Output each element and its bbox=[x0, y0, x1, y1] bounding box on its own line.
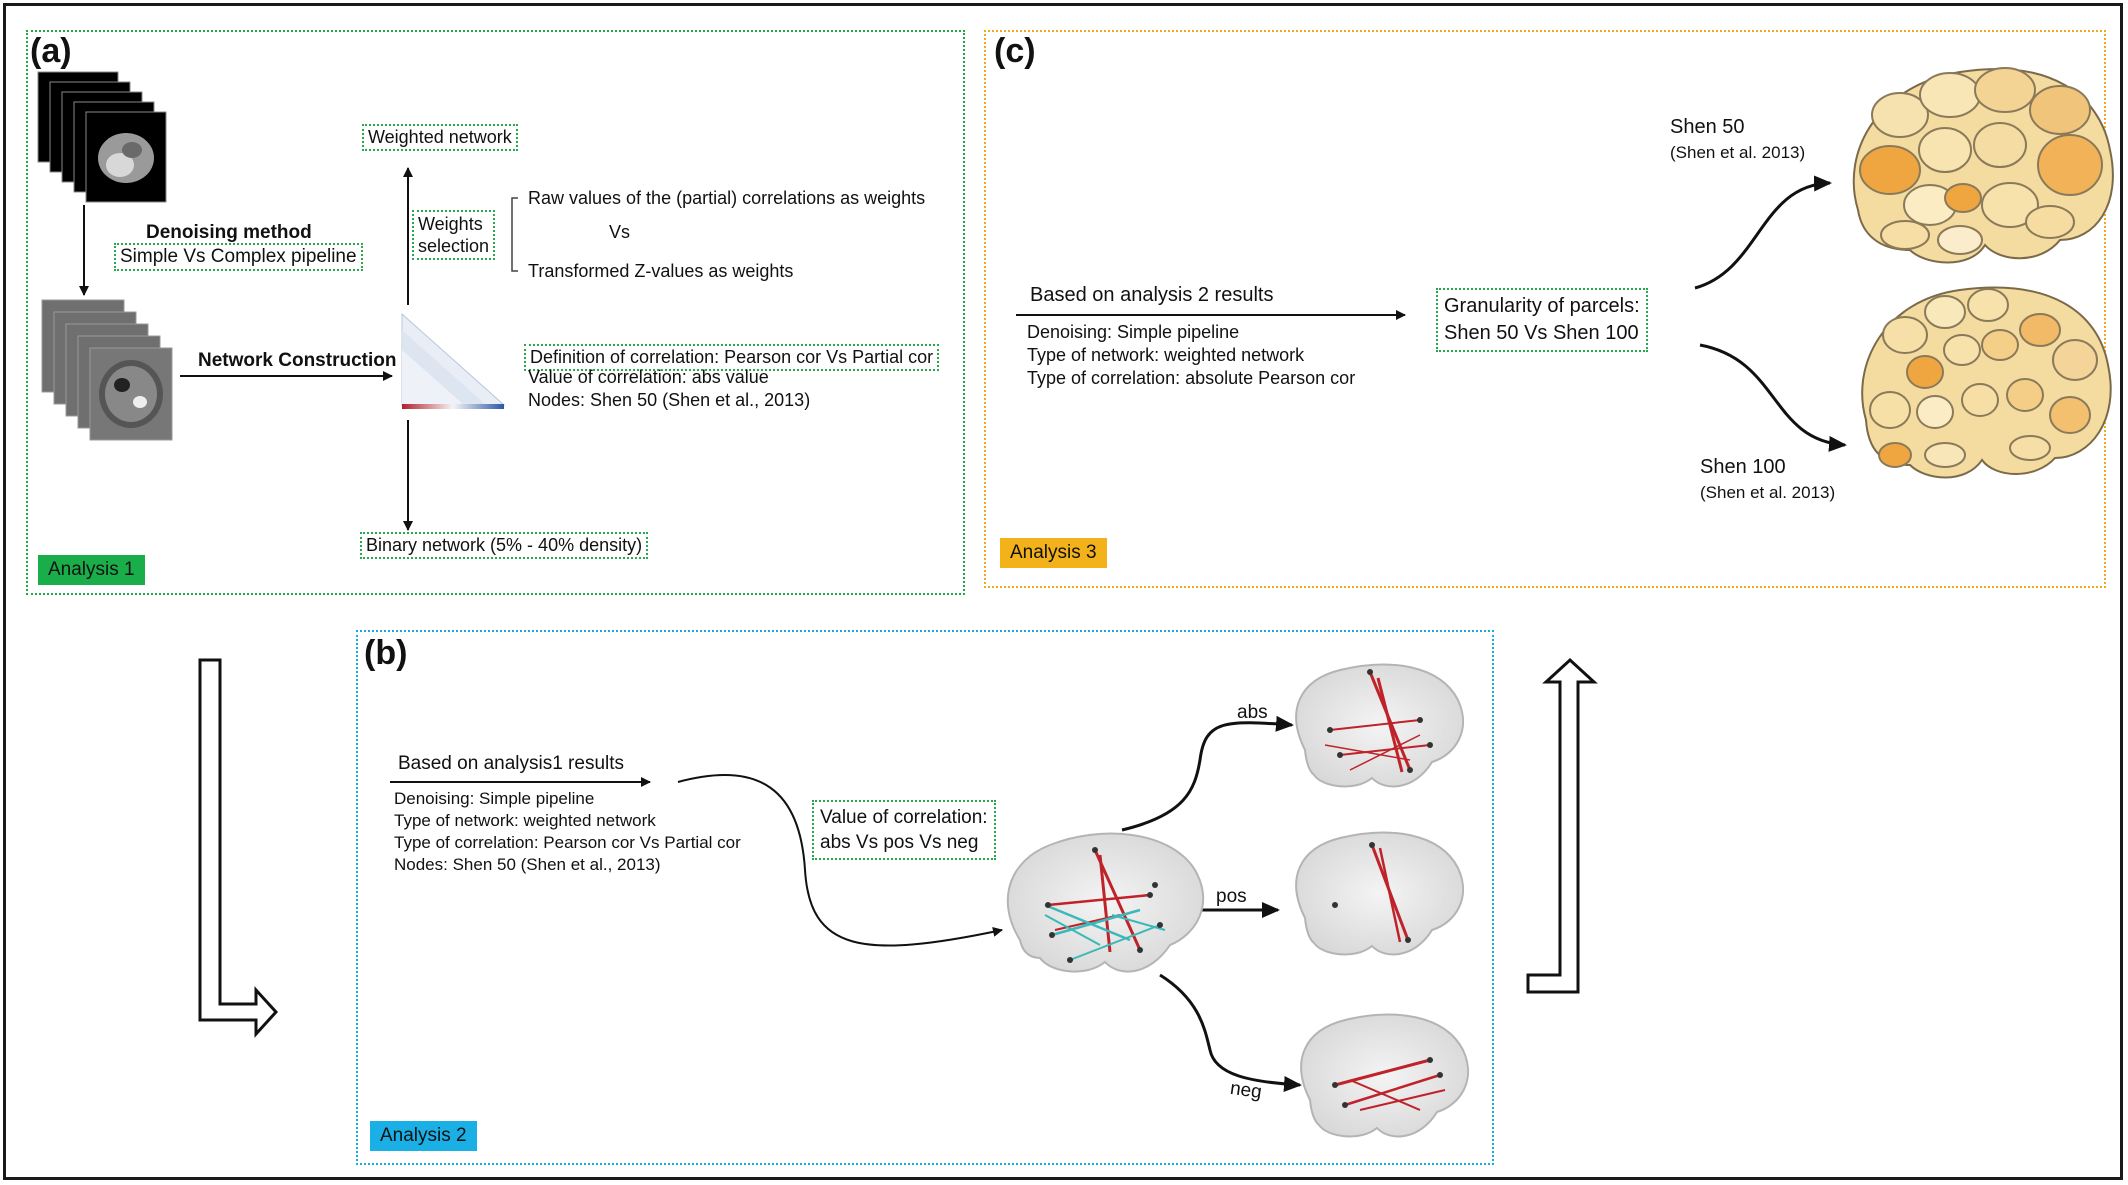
shen50-reference: (Shen et al. 2013) bbox=[1670, 143, 1806, 162]
mri-image-stack bbox=[38, 72, 166, 202]
correlation-matrix bbox=[402, 314, 504, 409]
shen100-label: Shen 100 bbox=[1700, 456, 1786, 478]
neg-label: neg bbox=[1228, 1077, 1264, 1104]
denoised-image-stack bbox=[42, 300, 172, 440]
value-correlation-box bbox=[812, 800, 996, 860]
panel-b-nodes: Nodes: Shen 50 (Shen et al., 2013) bbox=[394, 855, 661, 874]
shen50-label: Shen 50 bbox=[1670, 116, 1745, 138]
panel-c-denoising: Denoising: Simple pipeline bbox=[1027, 322, 1240, 342]
panel-c-based-on: Based on analysis 2 results bbox=[1030, 284, 1274, 306]
weights-selection-line2: selection bbox=[418, 236, 490, 256]
panel-b-type-network: Type of network: weighted network bbox=[394, 811, 656, 830]
brain-shen50 bbox=[1854, 68, 2113, 263]
nodes-text: Nodes: Shen 50 (Shen et al., 2013) bbox=[528, 390, 811, 410]
weights-selection-box bbox=[412, 210, 495, 260]
brain-network-main bbox=[1008, 834, 1203, 972]
raw-values-option: Raw values of the (partial) correlations as weights bbox=[528, 188, 926, 208]
panel-a-label: (a) bbox=[30, 32, 72, 70]
panel-c-type-network: Type of network: weighted network bbox=[1027, 345, 1305, 365]
denoising-method-title: Denoising method bbox=[146, 222, 312, 243]
definition-correlation-box: Definition of correlation: Pearson cor Vs Partial cor bbox=[524, 344, 939, 371]
shen100-reference: (Shen et al. 2013) bbox=[1700, 483, 1836, 502]
binary-network-box: Binary network (5% - 40% density) bbox=[360, 532, 648, 559]
granularity-box bbox=[1436, 288, 1648, 352]
analysis3-badge: Analysis 3 bbox=[1000, 538, 1107, 568]
weighted-network-box: Weighted network bbox=[362, 124, 518, 151]
value-box-line1: Value of correlation: bbox=[820, 807, 988, 828]
panel-b-type-correlation: Type of correlation: Pearson cor Vs Partial cor bbox=[394, 833, 741, 852]
analysis1-badge: Analysis 1 bbox=[38, 555, 145, 585]
abs-label: abs bbox=[1237, 702, 1268, 723]
panel-c-type-correlation: Type of correlation: absolute Pearson cor bbox=[1027, 368, 1356, 388]
analysis2-badge: Analysis 2 bbox=[370, 1121, 477, 1151]
panel-c-label: (c) bbox=[994, 32, 1036, 70]
granularity-line1: Granularity of parcels: bbox=[1444, 295, 1640, 317]
value-box-line2: abs Vs pos Vs neg bbox=[820, 832, 979, 853]
panel-b-denoising: Denoising: Simple pipeline bbox=[394, 789, 595, 808]
denoising-choice: Simple Vs Complex pipeline bbox=[114, 243, 363, 271]
brain-network-abs bbox=[1296, 665, 1463, 787]
panel-b-label: (b) bbox=[364, 634, 408, 672]
granularity-line2: Shen 50 Vs Shen 100 bbox=[1444, 322, 1639, 344]
network-construction-label: Network Construction bbox=[198, 350, 397, 371]
panel-b-based-on: Based on analysis1 results bbox=[398, 753, 625, 774]
z-values-option: Transformed Z-values as weights bbox=[528, 261, 794, 281]
brain-network-pos bbox=[1296, 833, 1463, 955]
brain-shen100 bbox=[1862, 288, 2110, 478]
flow-arrow-b-to-c bbox=[1528, 660, 1594, 992]
value-correlation-text: Value of correlation: abs value bbox=[528, 367, 769, 387]
flow-arrow-a-to-b bbox=[200, 660, 276, 1034]
pos-label: pos bbox=[1216, 886, 1247, 907]
weights-selection-line1: Weights bbox=[418, 214, 483, 234]
vs-text: Vs bbox=[609, 222, 631, 242]
brain-network-neg bbox=[1301, 1015, 1468, 1137]
